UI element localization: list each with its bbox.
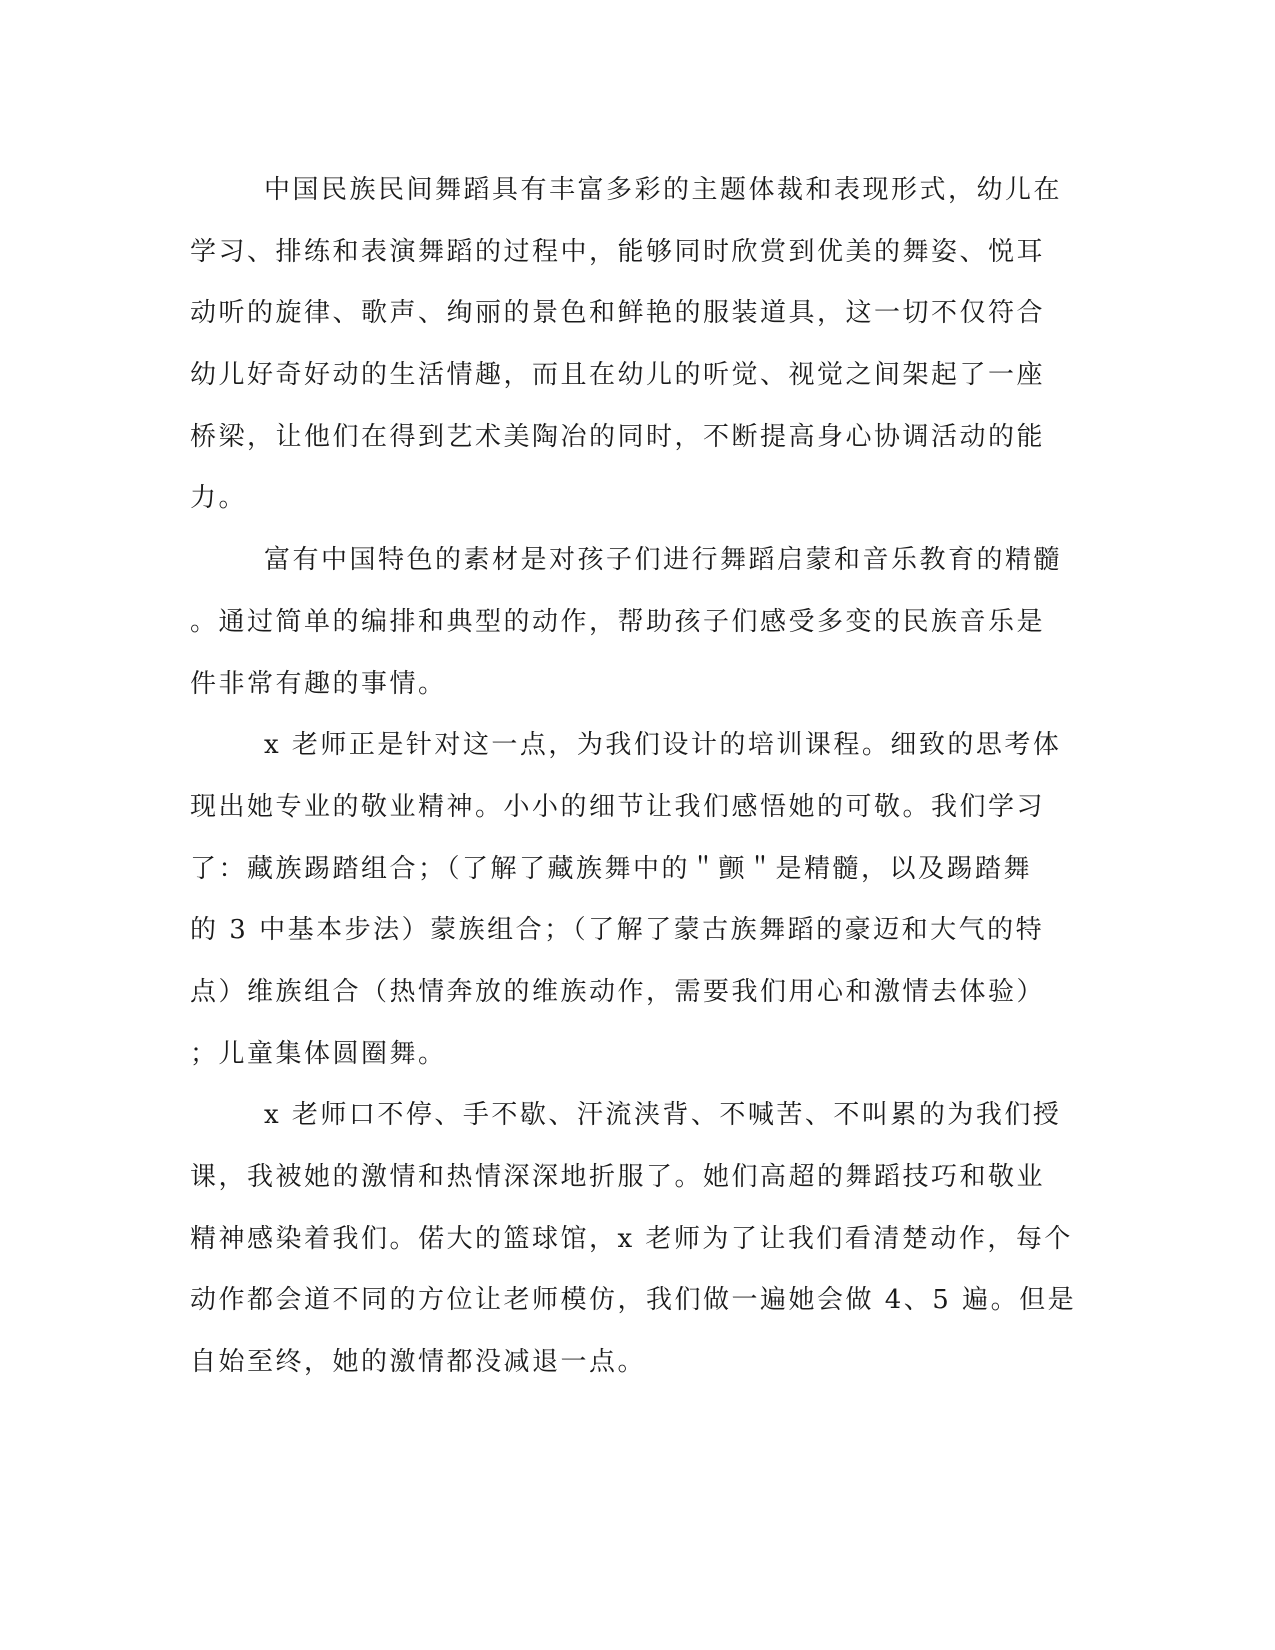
text-line: 幼儿好奇好动的生活情趣，而且在幼儿的听觉、视觉之间架起了一座 <box>190 360 1046 391</box>
paragraph-2 <box>190 530 1085 715</box>
text-line: 了：藏族踢踏组合；（了解了藏族舞中的＂颤＂是精髓，以及踢踏舞 <box>190 853 1033 884</box>
paragraph-4 <box>190 1085 1085 1393</box>
text-line: 自始至终，她的激情都没减退一点。 <box>190 1347 647 1378</box>
text-line: 点）维族组合（热情奔放的维族动作，需要我们用心和激情去体验） <box>190 976 1046 1007</box>
text-line: 力。 <box>190 483 248 514</box>
text-line: x 老师正是针对这一点，为我们设计的培训课程。细致的思考体 <box>264 730 1062 761</box>
paragraph-3 <box>190 715 1085 1085</box>
text-line: x 老师口不停、手不歇、汗流浃背、不喊苦、不叫累的为我们授 <box>264 1100 1062 1131</box>
text-line: 课，我被她的激情和热情深深地折服了。她们高超的舞蹈技巧和敬业 <box>190 1162 1046 1192</box>
text-line: 动作都会道不同的方位让老师模仿，我们做一遍她会做 4、5 遍。但是 <box>190 1285 1077 1316</box>
text-line: 学习、排练和表演舞蹈的过程中，能够同时欣赏到优美的舞姿、悦耳 <box>190 236 1046 267</box>
text-line: 桥梁，让他们在得到艺术美陶冶的同时，不断提高身心协调活动的能 <box>190 421 1046 452</box>
text-line: 件非常有趣的事情。 <box>190 668 447 699</box>
text-line: ；儿童集体圆圈舞。 <box>190 1038 447 1069</box>
text-line: 中国民族民间舞蹈具有丰富多彩的主题体裁和表现形式，幼儿在 <box>264 175 1063 205</box>
text-line: 的 3 中基本步法）蒙族组合；（了解了蒙古族舞蹈的豪迈和大气的特 <box>190 915 1045 946</box>
text-line: 现出她专业的敬业精神。小小的细节让我们感悟她的可敬。我们学习 <box>190 791 1046 822</box>
paragraph-1 <box>190 160 1085 530</box>
text-line: 动听的旋律、歌声、绚丽的景色和鲜艳的服装道具，这一切不仅符合 <box>190 298 1046 329</box>
text-line: 富有中国特色的素材是对孩子们进行舞蹈启蒙和音乐教育的精髓 <box>264 545 1063 576</box>
text-line: 精神感染着我们。偌大的篮球馆，x 老师为了让我们看清楚动作，每个 <box>190 1223 1073 1254</box>
document-body <box>190 160 1085 1394</box>
text-line: 。通过简单的编排和典型的动作，帮助孩子们感受多变的民族音乐是 <box>190 606 1046 637</box>
